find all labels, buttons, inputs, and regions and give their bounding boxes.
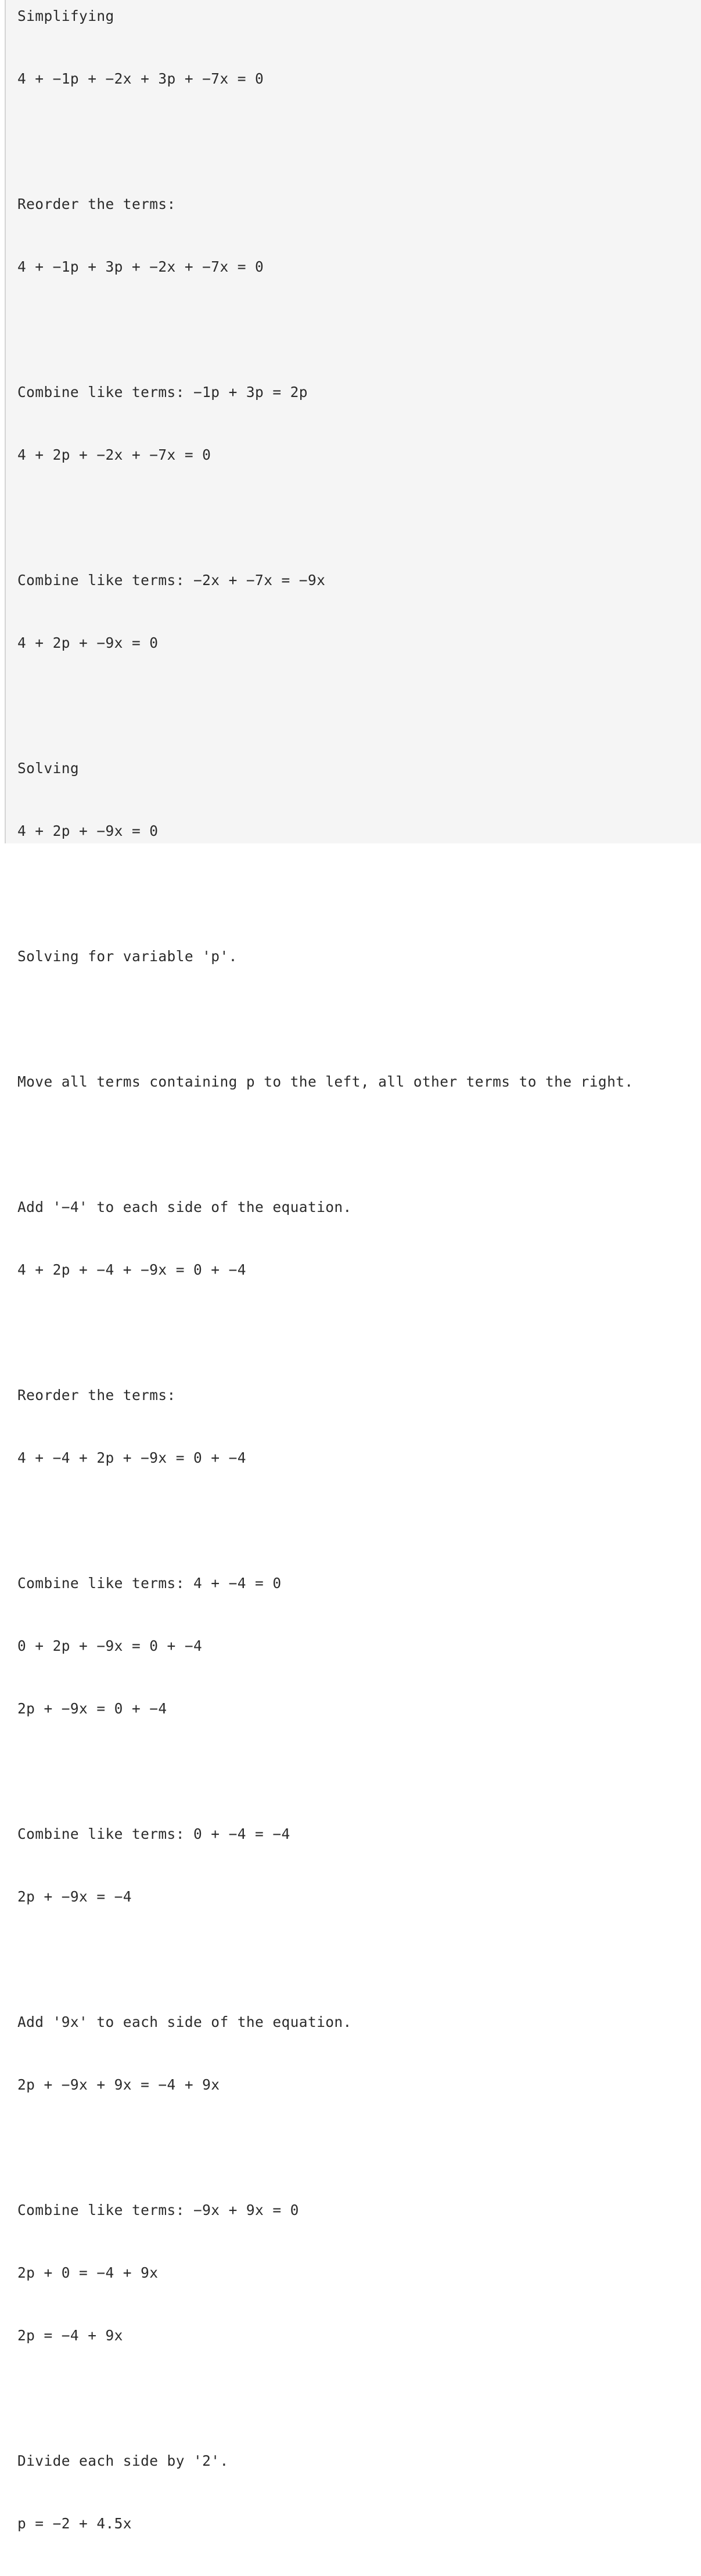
step-line (17, 2388, 634, 2409)
step-line (17, 2137, 634, 2158)
step-line: Simplifying (17, 8, 114, 24)
step-line (17, 1009, 634, 1030)
step-line: 4 + −4 + 2p + −9x = 0 + −4 (17, 1449, 246, 1466)
step-line (17, 1322, 634, 1343)
step-line (17, 1949, 634, 1970)
step-line: Combine like terms: 0 + −4 = −4 (17, 1825, 290, 1842)
step-line: 4 + 2p + −4 + −9x = 0 + −4 (17, 1261, 246, 1278)
step-line: 4 + 2p + −9x = 0 (17, 822, 159, 839)
solution-steps-panel (5, 0, 701, 2532)
step-line (17, 695, 634, 716)
step-line: Reorder the terms: (17, 1387, 176, 1404)
step-line (17, 319, 634, 340)
step-line: Solving (17, 760, 80, 777)
step-line (17, 507, 634, 528)
step-line: Reorder the terms: (17, 196, 176, 212)
step-line (17, 131, 634, 152)
step-line: Combine like terms: −2x + −7x = −9x (17, 572, 326, 589)
step-line: 4 + −1p + 3p + −2x + −7x = 0 (17, 258, 264, 275)
step-line: 2p + −9x = 0 + −4 (17, 1700, 167, 1717)
step-line: Add '−4' to each side of the equation. (17, 1199, 352, 1215)
step-line: 4 + −1p + −2x + 3p + −7x = 0 (17, 70, 264, 87)
step-line (17, 1510, 634, 1531)
step-line: Divide each side by '2'. (17, 2452, 229, 2469)
step-line: Move all terms containing p to the left, all other terms to the right. (17, 1073, 634, 1090)
step-line: Combine like terms: 4 + −4 = 0 (17, 1575, 282, 1592)
step-line: 2p + −9x + 9x = −4 + 9x (17, 2076, 220, 2093)
step-line: Add '9x' to each side of the equation. (17, 2014, 352, 2030)
step-line: Solving for variable 'p'. (17, 948, 238, 965)
step-line: Combine like terms: −9x + 9x = 0 (17, 2202, 299, 2218)
step-line (17, 883, 634, 904)
step-line: 0 + 2p + −9x = 0 + −4 (17, 1637, 203, 1654)
step-line: 4 + 2p + −2x + −7x = 0 (17, 446, 211, 463)
step-line (17, 1134, 634, 1155)
step-line: p = −2 + 4.5x (17, 2515, 132, 2532)
solution-steps-text (17, 0, 634, 2576)
step-line: Combine like terms: −1p + 3p = 2p (17, 384, 308, 401)
step-line: 4 + 2p + −9x = 0 (17, 634, 159, 651)
step-line: 2p = −4 + 9x (17, 2327, 123, 2344)
step-line: 2p + −9x = −4 (17, 1888, 132, 1905)
step-line: 2p + 0 = −4 + 9x (17, 2264, 159, 2281)
step-line (17, 1761, 634, 1782)
